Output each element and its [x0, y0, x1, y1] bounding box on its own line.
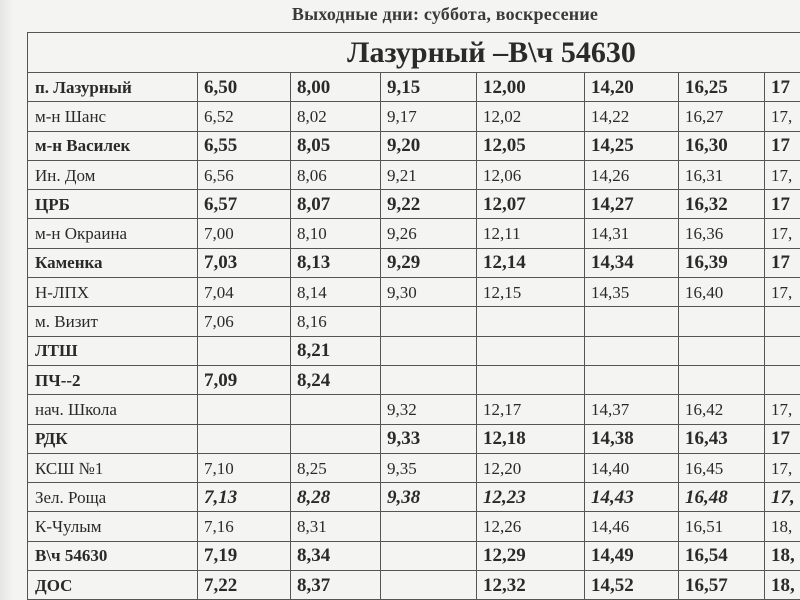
departure-time: 16,36	[679, 219, 765, 248]
departure-time	[585, 336, 679, 365]
timetable-row	[28, 571, 800, 600]
timetable-row	[28, 102, 800, 131]
departure-time: 7,13	[198, 483, 291, 512]
departure-time: 14,43	[585, 483, 679, 512]
departure-time: 14,26	[585, 160, 679, 189]
departure-time: 8,06	[291, 160, 381, 189]
departure-time: 14,22	[585, 102, 679, 131]
departure-time: 12,32	[477, 571, 585, 600]
departure-time: 7,09	[198, 365, 291, 394]
departure-time	[381, 307, 477, 336]
departure-time: 12,18	[477, 424, 585, 453]
departure-time: 6,50	[198, 73, 291, 102]
timetable-row	[28, 219, 800, 248]
departure-time: 7,22	[198, 571, 291, 600]
departure-time: 16,48	[679, 483, 765, 512]
timetable-row	[28, 541, 800, 570]
departure-time: 12,15	[477, 278, 585, 307]
departure-time: 7,16	[198, 512, 291, 541]
departure-time: 7,04	[198, 278, 291, 307]
departure-time: 17,	[765, 395, 800, 424]
stop-name: нач. Школа	[28, 395, 198, 424]
departure-time: 16,43	[679, 424, 765, 453]
departure-time	[291, 395, 381, 424]
departure-time	[381, 541, 477, 570]
departure-time: 16,57	[679, 571, 765, 600]
departure-time: 9,20	[381, 131, 477, 160]
timetable-row	[28, 248, 800, 277]
departure-time	[381, 365, 477, 394]
departure-time: 14,49	[585, 541, 679, 570]
departure-time: 6,52	[198, 102, 291, 131]
departure-time: 16,45	[679, 453, 765, 482]
timetable-row	[28, 190, 800, 219]
departure-time: 9,35	[381, 453, 477, 482]
departure-time: 18,	[765, 571, 800, 600]
departure-time: 16,42	[679, 395, 765, 424]
departure-time: 9,21	[381, 160, 477, 189]
stop-name: В\ч 54630	[28, 541, 198, 570]
departure-time: 8,34	[291, 541, 381, 570]
departure-time: 7,19	[198, 541, 291, 570]
departure-time: 14,27	[585, 190, 679, 219]
departure-time: 12,17	[477, 395, 585, 424]
timetable-body	[28, 73, 800, 600]
departure-time: 16,39	[679, 248, 765, 277]
departure-time: 9,33	[381, 424, 477, 453]
timetable-row	[28, 512, 800, 541]
stop-name: Каменка	[28, 248, 198, 277]
departure-time: 12,11	[477, 219, 585, 248]
departure-time: 18,	[765, 541, 800, 570]
departure-time: 8,31	[291, 512, 381, 541]
departure-time: 12,02	[477, 102, 585, 131]
departure-time: 16,25	[679, 73, 765, 102]
departure-time: 16,51	[679, 512, 765, 541]
departure-time: 8,21	[291, 336, 381, 365]
timetable-row	[28, 424, 800, 453]
departure-time: 7,06	[198, 307, 291, 336]
departure-time: 16,30	[679, 131, 765, 160]
departure-time	[585, 365, 679, 394]
departure-time: 12,29	[477, 541, 585, 570]
departure-time	[765, 336, 800, 365]
departure-time: 14,35	[585, 278, 679, 307]
departure-time: 6,57	[198, 190, 291, 219]
timetable-row	[28, 336, 800, 365]
departure-time: 14,38	[585, 424, 679, 453]
departure-time	[765, 307, 800, 336]
departure-time: 14,20	[585, 73, 679, 102]
departure-time: 16,27	[679, 102, 765, 131]
stop-name: м. Визит	[28, 307, 198, 336]
departure-time: 14,37	[585, 395, 679, 424]
departure-time: 9,26	[381, 219, 477, 248]
departure-time: 8,24	[291, 365, 381, 394]
stop-name: п. Лазурный	[28, 73, 198, 102]
departure-time: 8,25	[291, 453, 381, 482]
departure-time: 12,26	[477, 512, 585, 541]
departure-time: 12,05	[477, 131, 585, 160]
departure-time: 17	[765, 190, 800, 219]
timetable-row	[28, 365, 800, 394]
departure-time	[477, 365, 585, 394]
stop-name: м-н Шанс	[28, 102, 198, 131]
departure-time	[381, 336, 477, 365]
schedule-days-heading: Выходные дни: суббота, воскресение	[291, 4, 599, 24]
stop-name: ЦРБ	[28, 190, 198, 219]
departure-time: 14,25	[585, 131, 679, 160]
departure-time: 6,56	[198, 160, 291, 189]
departure-time: 9,17	[381, 102, 477, 131]
departure-time: 6,55	[198, 131, 291, 160]
departure-time: 8,16	[291, 307, 381, 336]
stop-name: м-н Окраина	[28, 219, 198, 248]
departure-time	[477, 336, 585, 365]
departure-time: 12,00	[477, 73, 585, 102]
departure-time: 17	[765, 424, 800, 453]
stop-name: Н-ЛПХ	[28, 278, 198, 307]
stop-name: м-н Василек	[28, 131, 198, 160]
stop-name: ДОС	[28, 571, 198, 600]
timetable	[27, 72, 800, 600]
departure-time: 17,	[765, 102, 800, 131]
timetable-row	[28, 160, 800, 189]
timetable-row	[28, 395, 800, 424]
departure-time	[765, 365, 800, 394]
timetable-sheet	[27, 32, 800, 600]
departure-time: 9,15	[381, 73, 477, 102]
departure-time	[198, 395, 291, 424]
departure-time: 12,06	[477, 160, 585, 189]
departure-time	[679, 365, 765, 394]
scan-edge-shadow	[0, 0, 14, 600]
departure-time	[381, 512, 477, 541]
departure-time	[381, 571, 477, 600]
departure-time: 8,14	[291, 278, 381, 307]
departure-time: 12,07	[477, 190, 585, 219]
departure-time: 18,	[765, 512, 800, 541]
departure-time: 14,34	[585, 248, 679, 277]
departure-time: 16,40	[679, 278, 765, 307]
departure-time: 8,05	[291, 131, 381, 160]
departure-time: 8,02	[291, 102, 381, 131]
departure-time: 8,28	[291, 483, 381, 512]
departure-time: 9,22	[381, 190, 477, 219]
departure-time: 12,14	[477, 248, 585, 277]
timetable-row	[28, 307, 800, 336]
route-title: Лазурный –В\ч 54630	[27, 32, 800, 72]
departure-time: 17	[765, 131, 800, 160]
departure-time: 12,23	[477, 483, 585, 512]
departure-time: 9,30	[381, 278, 477, 307]
stop-name: Зел. Роща	[28, 483, 198, 512]
departure-time: 14,31	[585, 219, 679, 248]
departure-time	[198, 336, 291, 365]
departure-time: 9,32	[381, 395, 477, 424]
departure-time	[679, 336, 765, 365]
departure-time: 7,10	[198, 453, 291, 482]
departure-time: 17	[765, 248, 800, 277]
departure-time	[477, 307, 585, 336]
departure-time: 17,	[765, 160, 800, 189]
stop-name: Ин. Дом	[28, 160, 198, 189]
departure-time: 17,	[765, 483, 800, 512]
timetable-row	[28, 73, 800, 102]
departure-time: 9,38	[381, 483, 477, 512]
departure-time: 16,31	[679, 160, 765, 189]
departure-time: 8,07	[291, 190, 381, 219]
departure-time: 16,32	[679, 190, 765, 219]
departure-time: 14,40	[585, 453, 679, 482]
departure-time: 17,	[765, 219, 800, 248]
stop-name: КСШ №1	[28, 453, 198, 482]
departure-time	[679, 307, 765, 336]
timetable-row	[28, 131, 800, 160]
departure-time	[585, 307, 679, 336]
departure-time: 17,	[765, 453, 800, 482]
departure-time: 9,29	[381, 248, 477, 277]
departure-time: 17	[765, 73, 800, 102]
departure-time: 12,20	[477, 453, 585, 482]
stop-name: К-Чулым	[28, 512, 198, 541]
departure-time: 8,10	[291, 219, 381, 248]
timetable-row	[28, 453, 800, 482]
departure-time	[291, 424, 381, 453]
departure-time: 14,52	[585, 571, 679, 600]
departure-time: 7,00	[198, 219, 291, 248]
departure-time: 8,00	[291, 73, 381, 102]
departure-time	[198, 424, 291, 453]
departure-time: 8,37	[291, 571, 381, 600]
timetable-row	[28, 483, 800, 512]
departure-time: 16,54	[679, 541, 765, 570]
stop-name: РДК	[28, 424, 198, 453]
departure-time: 7,03	[198, 248, 291, 277]
departure-time: 8,13	[291, 248, 381, 277]
timetable-row	[28, 278, 800, 307]
stop-name: ЛТШ	[28, 336, 198, 365]
departure-time: 17,	[765, 278, 800, 307]
stop-name: ПЧ--2	[28, 365, 198, 394]
departure-time: 14,46	[585, 512, 679, 541]
